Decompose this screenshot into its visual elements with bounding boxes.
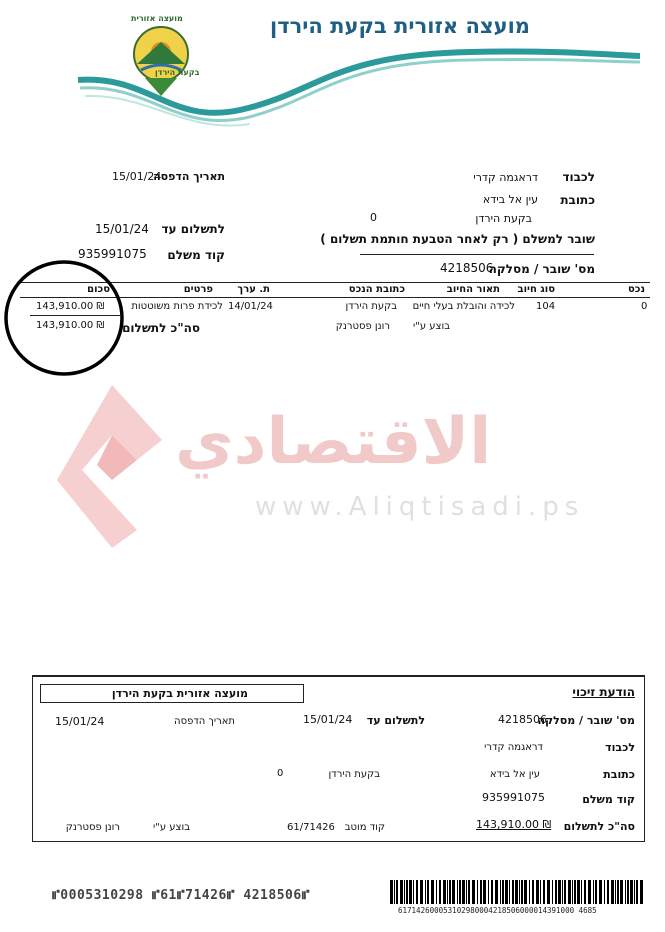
voucher-note: שובר למשלם ( רק לאחר הטבעת חותמת תשלום ) [320,232,595,246]
stub-voucher-label: מס' שובר / מסלקה [537,714,635,727]
watermark-url: www.Aliqtisadi.ps [255,492,585,522]
stub-pay-code: 935991075 [482,791,545,804]
col-charge-desc: תאור החיוב [446,284,500,295]
row-amount: 143,910.00 ₪ [36,301,105,312]
pay-until: 15/01/24 [95,222,149,236]
voucher-number: 4218506 [440,261,494,275]
col-asset: נכס [628,284,645,295]
address-label: כתובת [560,193,595,207]
print-date: 15/01/24 [112,170,162,183]
col-value-date: ת. ערך [237,284,270,295]
done-by-label: בוצע ע"י [413,321,450,332]
col-charge-type: סוג חיוב [517,284,555,295]
stub-pay-until: 15/01/24 [303,713,353,726]
watermark-arabic: الاقتصادي [175,405,492,479]
stub-address-line1: עין אל בידא [489,769,540,780]
row-charge-desc: לכידה והובלת בעלי חיים [412,301,515,312]
stub-total-label: סה"כ לתשלום [563,820,635,833]
to-name: דראגמה קדרי [473,171,538,184]
micr-line: ⑈0005310298 ⑈61⑈71426⑈ 4218506⑈ [52,888,310,903]
stub-pay-until-label: לתשלום עד [366,714,425,727]
stub-council-box [40,684,304,703]
to-label: לכבוד [562,170,595,184]
stub-done-by-label: בוצע ע"י [153,822,190,833]
stub-print-date-label: תאריך הדפסה [174,716,235,727]
voucher-label: מס' שובר / מסלקה [488,262,595,276]
pay-code-label: קוד משלם [167,248,225,262]
council-logo [125,12,200,102]
stub-motav-code: 61/71426 [287,822,335,833]
stub-council-name: מועצה אזורית בקעת הירדן [111,687,248,700]
col-amount: סכום [87,284,110,295]
address-line1: עין אל בידא [482,193,538,206]
pay-until-label: לתשלום עד [161,222,225,236]
barcode-digits: 617142600053102980004218506000014391000 4685 [398,906,597,915]
row-asset: 0 [641,301,648,312]
stub-to-name: דראגמה קדרי [484,742,543,753]
row-asset-address: בקעת הירדן [345,301,397,312]
stub-done-by-name: רונן פסטרנק [65,822,120,833]
total-label: סה"כ לתשלום [122,321,200,335]
total-amount: 143,910.00 ₪ [36,320,105,331]
stub-address-label: כתובת [603,768,635,781]
address-num: 0 [370,211,377,224]
watermark-logo [52,380,172,550]
stub-total-amount: 143,910.00 ₪ [476,818,552,831]
stub-voucher-number: 4218506 [498,713,547,726]
logo-bottom-text: בקעת הירדן [155,68,200,77]
col-details: פרטים [183,284,213,295]
pay-code: 935991075 [78,247,147,261]
address-line2: בקעת הירדן [475,212,532,225]
row-value-date: 14/01/24 [228,301,273,312]
stub-to-label: לכבוד [605,741,635,754]
stub-address-line2: בקעת הירדן [328,769,380,780]
stub-pay-code-label: קוד משלם [582,793,635,806]
logo-top-text: מועצה אזורית [131,14,183,23]
highlight-circle [0,258,130,382]
barcode-bars [390,880,646,904]
stub-print-date: 15/01/24 [55,715,105,728]
council-title: מועצה אזורית בקעת הירדן [270,14,530,38]
col-asset-address: כתובת הנכס [348,284,405,295]
stub-motav-label: קוד מוטב [344,822,385,833]
row-charge-type: 104 [536,301,556,312]
stub-address-num: 0 [277,768,284,779]
stub-title: הודעת זיכוי [572,685,635,699]
print-date-label: תאריך הדפסה [153,170,225,183]
done-by-name: רונן פסטרנק [335,321,390,332]
row-details: לכידת פרות משוטטות [131,301,223,312]
